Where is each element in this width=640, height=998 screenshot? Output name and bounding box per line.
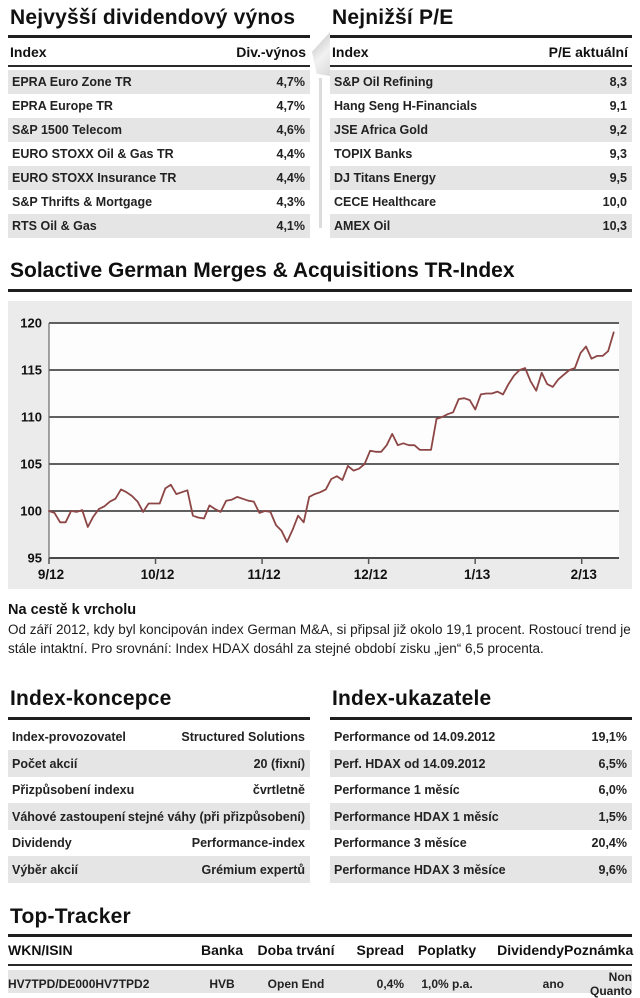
table-row [8, 777, 310, 804]
chart-title-rule [8, 289, 632, 292]
commentary-heading: Na cestě k vrcholu [8, 602, 137, 618]
cell-poznamka: Non Quanto [590, 969, 632, 998]
x-tick-label: 9/12 [37, 567, 65, 582]
col-poplatky: Poplatky [417, 942, 477, 959]
row-label: RTS Oil & Gas [12, 219, 97, 233]
row-label: Performance HDAX 1 měsíc [334, 809, 499, 824]
cell-spread: 0,4% [376, 976, 404, 991]
table-row [8, 830, 310, 857]
tracker-title: Top-Tracker [10, 904, 131, 928]
table-row [8, 94, 310, 118]
row-label: AMEX Oil [334, 219, 391, 233]
row-label: EPRA Euro Zone TR [12, 75, 132, 89]
row-label: Performance od 14.09.2012 [334, 730, 496, 745]
row-value: 9,1 [609, 99, 627, 113]
dividend-yield-table [8, 4, 310, 238]
col-spread: Spread [356, 942, 404, 959]
row-label: Váhové zastoupení [12, 809, 126, 824]
dividend-table-rows [8, 70, 310, 238]
row-value: Performance-index [191, 836, 305, 851]
x-tick-label: 1/13 [464, 567, 491, 582]
plot-area [49, 323, 619, 558]
header-rule [8, 65, 310, 67]
x-tick-label: 2/13 [570, 567, 597, 582]
row-value: čvrtletně [252, 783, 305, 798]
dividend-table-header [8, 38, 310, 65]
x-tick-label: 12/12 [353, 567, 388, 582]
pe-table-header [330, 38, 632, 65]
y-tick-label: 105 [20, 456, 42, 472]
table-row [8, 118, 310, 142]
line-chart-canvas [8, 301, 632, 589]
row-label: Počet akcií [12, 756, 78, 771]
spec-tables-section [8, 685, 632, 883]
table-row [330, 70, 632, 94]
row-value: 20 (fixní) [253, 756, 305, 771]
table-row [8, 214, 310, 238]
y-tick-label: 120 [20, 315, 42, 331]
row-value: 9,5 [609, 171, 627, 185]
table-row [330, 166, 632, 190]
y-tick-label: 110 [21, 409, 42, 425]
table-row [330, 142, 632, 166]
row-value: 8,3 [609, 75, 627, 89]
table-row [330, 777, 632, 804]
col-wkn-isin: WKN/ISIN [8, 942, 73, 959]
row-value: 9,3 [609, 147, 627, 161]
table-row [8, 166, 310, 190]
table-row [330, 856, 632, 883]
dividend-table-title: Nejvyšší dividendový výnos [10, 6, 296, 29]
ukazatele-title: Index-ukazatele [332, 686, 492, 710]
col-doba-trvani: Doba trvání [257, 942, 335, 959]
row-label: S&P 1500 Telecom [12, 123, 123, 137]
chart-section [8, 259, 632, 589]
table-row [330, 118, 632, 142]
column-header-div-yield: Div.-výnos [236, 44, 306, 60]
table-row [8, 724, 310, 751]
index-performance-chart [8, 301, 632, 589]
row-value: 4,4% [276, 171, 305, 185]
row-label: Hang Seng H-Financials [334, 99, 478, 113]
row-value: Structured Solutions [181, 730, 305, 745]
row-label: TOPIX Banks [334, 147, 413, 161]
header-rule [330, 65, 632, 67]
row-value: 6,0% [598, 783, 627, 798]
y-tick-label: 100 [20, 503, 42, 519]
cell-poplatky: 1,0% p.a. [421, 976, 473, 991]
commentary-section [8, 602, 632, 659]
column-header-pe: P/E aktuální [548, 44, 628, 60]
title-rule [330, 717, 632, 720]
row-value: 4,6% [276, 123, 305, 137]
tracker-header-row [8, 937, 632, 964]
commentary-body: Od září 2012, kdy byl koncipován index German M&A, si připsal již okolo 19,1 procent. Rostoucí trend je stále intaktní. Pro srovnání: Index HDAX dosáhl za stejné období zisku „jen“ 6,5 procenta. [8, 622, 631, 656]
index-ukazatele-table [330, 685, 632, 883]
page-fold-decoration [310, 32, 330, 252]
row-label: Dividendy [12, 836, 72, 851]
x-tick-label: 11/12 [247, 567, 281, 582]
table-row [8, 70, 310, 94]
row-label: Performance 1 měsíc [334, 783, 460, 798]
row-label: Přizpůsobení indexu [12, 783, 135, 798]
row-label: Perf. HDAX od 14.09.2012 [334, 756, 486, 771]
row-value: Grémium expertů [201, 862, 305, 877]
chart-title: Solactive German Merges & Acquisitions TR-Index [10, 259, 515, 282]
koncepce-title: Index-koncepce [10, 686, 172, 710]
row-label: Index-provozovatel [12, 730, 126, 745]
table-row [8, 142, 310, 166]
row-label: DJ Titans Energy [334, 171, 436, 185]
col-poznamka: Poznámka [564, 942, 634, 959]
table-row [330, 803, 632, 830]
pe-table-title: Nejnižší P/E [332, 6, 454, 29]
cell-dividendy: ano [542, 976, 564, 991]
fold-shadow-line [319, 78, 322, 228]
col-dividendy: Dividendy [497, 942, 564, 959]
row-value: 20,4% [591, 836, 627, 851]
row-value: 9,2 [609, 123, 627, 137]
row-value: 10,0 [602, 195, 627, 209]
row-value: 4,4% [276, 147, 305, 161]
cell-doba: Open End [267, 976, 325, 991]
row-label: EPRA Europe TR [12, 99, 113, 113]
row-label: JSE Africa Gold [334, 123, 429, 137]
row-value: 4,7% [276, 99, 305, 113]
row-value: 4,7% [276, 75, 305, 89]
table-row [330, 94, 632, 118]
cell-banka: HVB [209, 976, 235, 991]
row-label: Výběr akcií [12, 862, 79, 877]
lowest-pe-table [330, 4, 632, 238]
row-label: Performance 3 měsíce [334, 836, 467, 851]
title-rule [8, 717, 310, 720]
pe-table-rows [330, 70, 632, 238]
ukazatele-rows [330, 724, 632, 883]
table-row [8, 750, 310, 777]
row-value: 4,3% [276, 195, 305, 209]
cell-wkn-isin: HV7TPD/DE000HV7TPD2 [8, 976, 150, 991]
x-tick-label: 10/12 [140, 567, 175, 582]
row-label: S&P Oil Refining [334, 75, 434, 89]
column-header-index: Index [332, 44, 369, 60]
row-label: EURO STOXX Oil & Gas TR [12, 147, 174, 161]
y-tick-label: 95 [27, 550, 42, 566]
koncepce-rows [8, 724, 310, 883]
index-koncepce-table [8, 685, 310, 883]
top-tables-section [8, 4, 632, 238]
y-tick-label: 115 [21, 362, 42, 378]
row-value: 6,5% [598, 756, 627, 771]
table-row [330, 190, 632, 214]
header-rule [8, 964, 632, 966]
tracker-data-row [8, 969, 632, 998]
row-value: stejné váhy (při přizpůsobení) [127, 809, 305, 824]
table-row [8, 856, 310, 883]
page-curl-icon [312, 32, 330, 76]
row-label: EURO STOXX Insurance TR [12, 171, 177, 185]
row-value: 9,6% [598, 862, 627, 877]
table-row [330, 750, 632, 777]
row-label: S&P Thrifts & Mortgage [12, 195, 153, 209]
row-label: CECE Healthcare [334, 195, 437, 209]
table-row [330, 830, 632, 857]
table-row [8, 803, 310, 830]
table-row [8, 190, 310, 214]
column-header-index: Index [10, 44, 47, 60]
table-row [330, 214, 632, 238]
col-banka: Banka [200, 942, 244, 959]
table-row [330, 724, 632, 751]
row-value: 1,5% [598, 809, 627, 824]
row-label: Performance HDAX 3 měsíce [334, 862, 506, 877]
row-value: 10,3 [602, 219, 627, 233]
top-tracker-section [8, 903, 634, 998]
row-value: 4,1% [276, 219, 305, 233]
row-value: 19,1% [591, 730, 627, 745]
